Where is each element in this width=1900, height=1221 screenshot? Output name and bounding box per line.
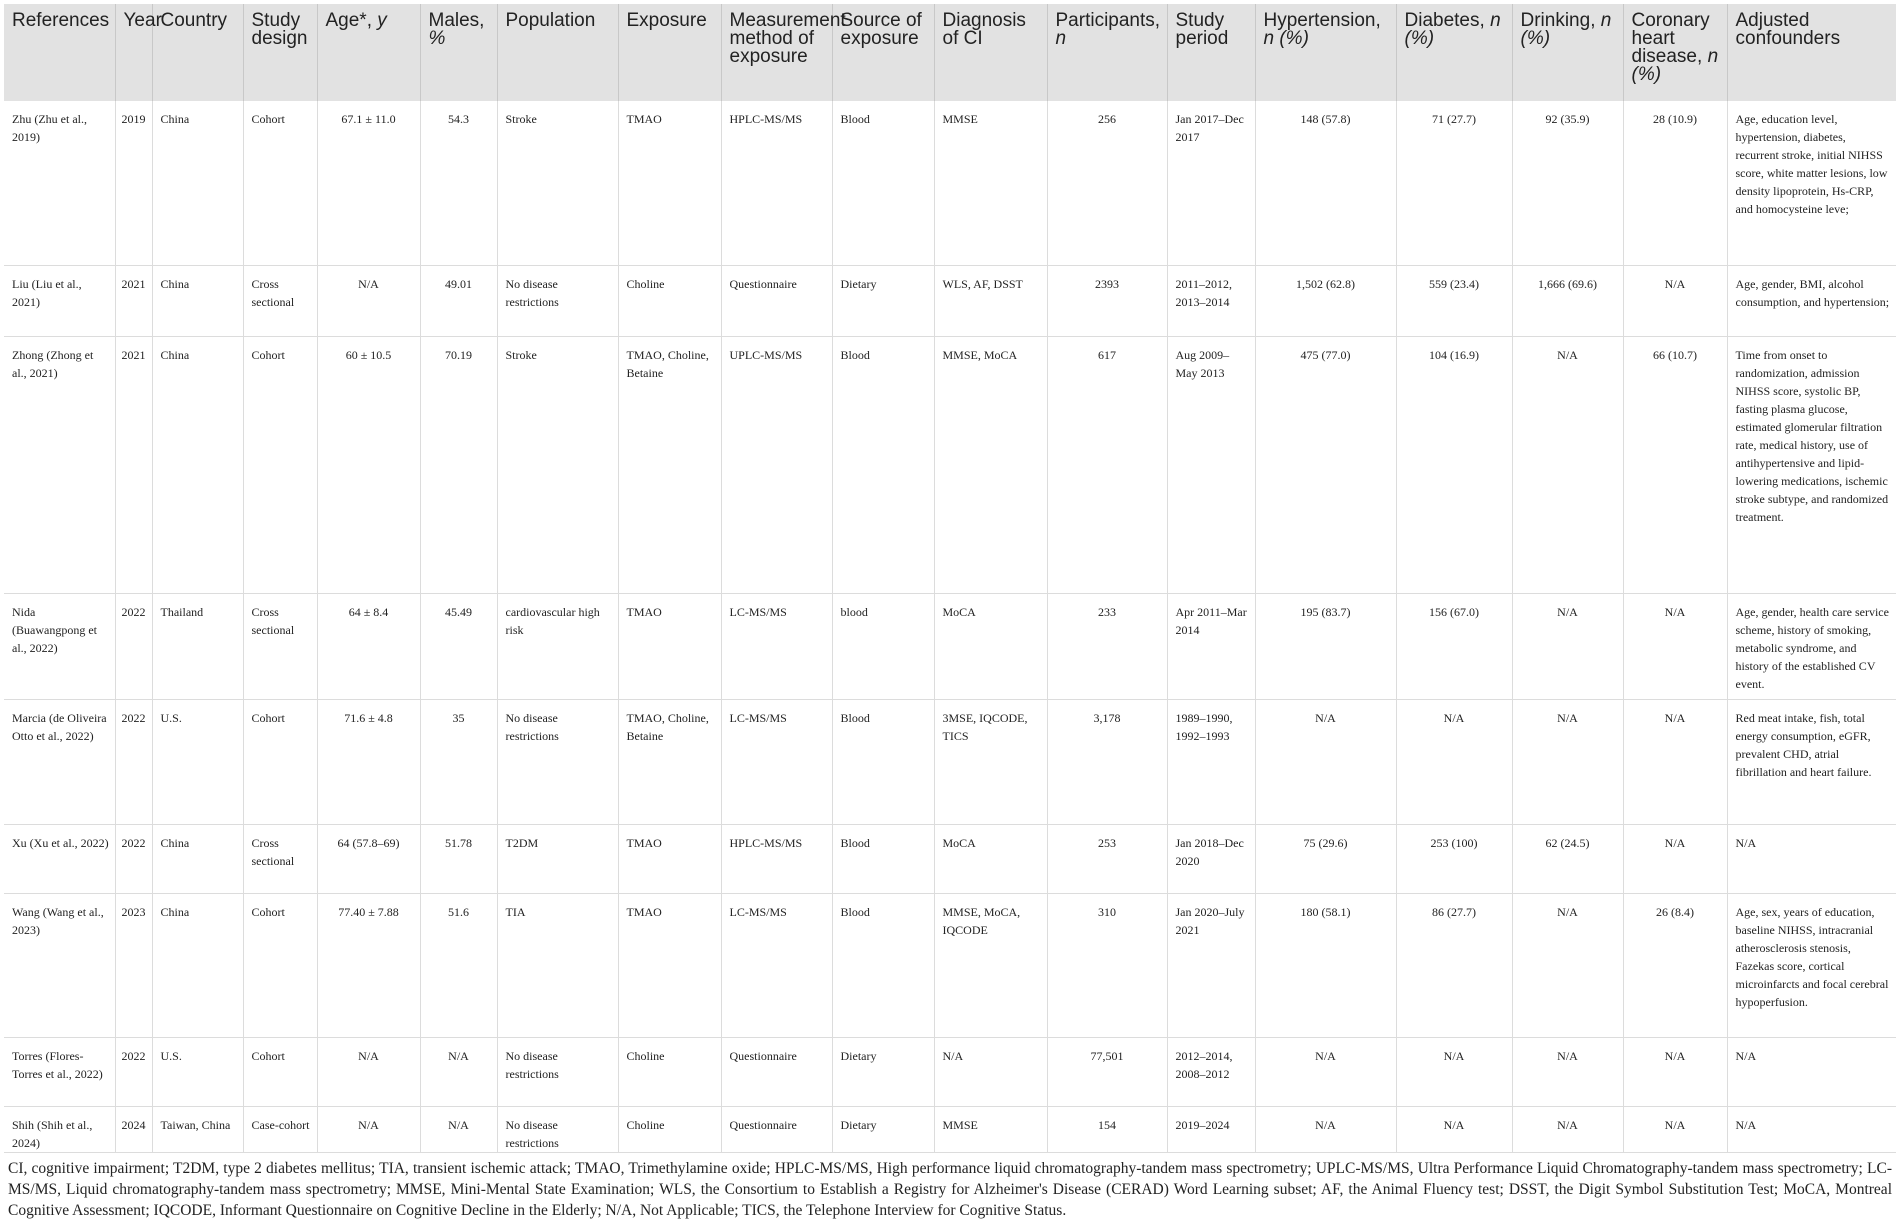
header-country: [152, 4, 243, 101]
cell-references: Zhu (Zhu et al., 2019): [4, 101, 115, 265]
header-label: Coronary heart disease,: [1631, 10, 1710, 67]
cell-references: Liu (Liu et al., 2021): [4, 265, 115, 336]
cell-references: Nida (Buawangpong et al., 2022): [4, 593, 115, 699]
cell-participants: 617: [1047, 336, 1167, 593]
studies-table: [4, 4, 1896, 1153]
cell-coronary-heart-disease: N/A: [1623, 593, 1727, 699]
cell-exposure: TMAO: [618, 893, 721, 1037]
table-row: [4, 336, 1896, 593]
header-hypertension: [1255, 4, 1396, 101]
cell-source-of-exposure: Blood: [832, 101, 934, 265]
cell-diagnosis-of-ci: N/A: [934, 1037, 1047, 1106]
cell-study-period: Aug 2009–May 2013: [1167, 336, 1255, 593]
cell-exposure: Choline: [618, 1106, 721, 1152]
cell-hypertension: 195 (83.7): [1255, 593, 1396, 699]
header-label: Hypertension,: [1263, 10, 1381, 31]
header-label: Drinking,: [1520, 10, 1596, 31]
cell-males: 35: [420, 699, 497, 824]
cell-measurement-method: HPLC-MS/MS: [721, 101, 832, 265]
cell-year: 2022: [115, 699, 152, 824]
cell-age: 77.40 ± 7.88: [317, 893, 420, 1037]
cell-males: N/A: [420, 1037, 497, 1106]
cell-diabetes: N/A: [1396, 1106, 1512, 1152]
cell-source-of-exposure: Dietary: [832, 1037, 934, 1106]
cell-adjusted-confounders: N/A: [1727, 1037, 1896, 1106]
cell-participants: 233: [1047, 593, 1167, 699]
cell-diagnosis-of-ci: MMSE, MoCA: [934, 336, 1047, 593]
cell-study-period: Jan 2018–Dec 2020: [1167, 824, 1255, 893]
header-unit: %: [428, 28, 446, 49]
cell-males: 70.19: [420, 336, 497, 593]
cell-males: 51.6: [420, 893, 497, 1037]
cell-diabetes: 104 (16.9): [1396, 336, 1512, 593]
cell-diabetes: 71 (27.7): [1396, 101, 1512, 265]
cell-population: T2DM: [497, 824, 618, 893]
cell-coronary-heart-disease: N/A: [1623, 699, 1727, 824]
cell-coronary-heart-disease: N/A: [1623, 1037, 1727, 1106]
cell-source-of-exposure: Blood: [832, 824, 934, 893]
cell-study-design: Case-cohort: [243, 1106, 317, 1152]
header-unit: n (%): [1263, 28, 1309, 49]
cell-hypertension: N/A: [1255, 699, 1396, 824]
table-row: [4, 699, 1896, 824]
cell-diabetes: 253 (100): [1396, 824, 1512, 893]
cell-diagnosis-of-ci: 3MSE, IQCODE, TICS: [934, 699, 1047, 824]
cell-measurement-method: HPLC-MS/MS: [721, 824, 832, 893]
header-source-of-exposure: [832, 4, 934, 101]
table-row: [4, 101, 1896, 265]
cell-population: No disease restrictions: [497, 265, 618, 336]
cell-references: Wang (Wang et al., 2023): [4, 893, 115, 1037]
cell-references: Zhong (Zhong et al., 2021): [4, 336, 115, 593]
cell-references: Xu (Xu et al., 2022): [4, 824, 115, 893]
header-label: Population: [505, 10, 596, 31]
cell-population: TIA: [497, 893, 618, 1037]
cell-measurement-method: LC-MS/MS: [721, 699, 832, 824]
cell-males: 49.01: [420, 265, 497, 336]
cell-drinking: N/A: [1512, 1106, 1623, 1152]
cell-exposure: TMAO, Choline, Betaine: [618, 699, 721, 824]
cell-source-of-exposure: Blood: [832, 699, 934, 824]
cell-drinking: 62 (24.5): [1512, 824, 1623, 893]
header-drinking: [1512, 4, 1623, 101]
header-population: [497, 4, 618, 101]
table-body: [4, 101, 1896, 1152]
cell-age: N/A: [317, 1106, 420, 1152]
cell-hypertension: N/A: [1255, 1037, 1396, 1106]
header-males: [420, 4, 497, 101]
cell-year: 2023: [115, 893, 152, 1037]
cell-males: 54.3: [420, 101, 497, 265]
table-row: [4, 893, 1896, 1037]
cell-year: 2022: [115, 593, 152, 699]
cell-references: Marcia (de Oliveira Otto et al., 2022): [4, 699, 115, 824]
header-exposure: [618, 4, 721, 101]
table-header-row: [4, 4, 1896, 101]
cell-drinking: 92 (35.9): [1512, 101, 1623, 265]
cell-participants: 3,178: [1047, 699, 1167, 824]
cell-references: Torres (Flores-Torres et al., 2022): [4, 1037, 115, 1106]
header-unit: n (%): [1404, 10, 1501, 49]
cell-coronary-heart-disease: N/A: [1623, 824, 1727, 893]
header-year: [115, 4, 162, 101]
header-label: Males,: [428, 10, 485, 31]
cell-adjusted-confounders: Red meat intake, fish, total energy consumption, eGFR, prevalent CHD, atrial fibrillation and heart failure.: [1727, 699, 1896, 824]
header-label: Source of exposure: [840, 10, 922, 49]
cell-adjusted-confounders: Age, education level, hypertension, diabetes, recurrent stroke, initial NIHSS score, white matter lesions, low density lipoprotein, Hs-CRP, and homocysteine leve;: [1727, 101, 1896, 265]
cell-study-period: Apr 2011–Mar 2014: [1167, 593, 1255, 699]
header-label: Exposure: [626, 10, 707, 31]
cell-drinking: N/A: [1512, 699, 1623, 824]
cell-country: China: [152, 893, 243, 1037]
cell-country: China: [152, 265, 243, 336]
cell-drinking: N/A: [1512, 593, 1623, 699]
cell-diagnosis-of-ci: MoCA: [934, 824, 1047, 893]
cell-diagnosis-of-ci: MoCA: [934, 593, 1047, 699]
cell-adjusted-confounders: N/A: [1727, 1106, 1896, 1152]
cell-drinking: N/A: [1512, 1037, 1623, 1106]
header-study-design: [243, 4, 317, 101]
cell-age: 64 (57.8–69): [317, 824, 420, 893]
cell-drinking: 1,666 (69.6): [1512, 265, 1623, 336]
cell-year: 2021: [115, 265, 152, 336]
cell-diabetes: N/A: [1396, 699, 1512, 824]
cell-year: 2019: [115, 101, 152, 265]
cell-hypertension: 75 (29.6): [1255, 824, 1396, 893]
cell-study-design: Cross sectional: [243, 265, 317, 336]
cell-age: N/A: [317, 265, 420, 336]
header-label: Measurement method of exposure: [729, 10, 846, 67]
cell-hypertension: 180 (58.1): [1255, 893, 1396, 1037]
cell-population: No disease restrictions: [497, 1037, 618, 1106]
cell-diabetes: 559 (23.4): [1396, 265, 1512, 336]
cell-study-period: 2012–2014, 2008–2012: [1167, 1037, 1255, 1106]
cell-hypertension: 475 (77.0): [1255, 336, 1396, 593]
cell-males: N/A: [420, 1106, 497, 1152]
cell-adjusted-confounders: Time from onset to randomization, admission NIHSS score, systolic BP, fasting plasma glucose, estimated glomerular filtration rate, medical history, use of antihypertensive and lipid-lowering medications, ischemic stroke subtype, and randomized treatment.: [1727, 336, 1896, 593]
cell-measurement-method: Questionnaire: [721, 1037, 832, 1106]
cell-hypertension: N/A: [1255, 1106, 1396, 1152]
header-unit: n: [1055, 28, 1067, 49]
document: [4, 4, 1896, 1221]
table-row: [4, 1037, 1896, 1106]
cell-study-design: Cohort: [243, 893, 317, 1037]
cell-population: Stroke: [497, 101, 618, 265]
cell-population: No disease restrictions: [497, 1106, 618, 1152]
cell-diagnosis-of-ci: MMSE: [934, 101, 1047, 265]
cell-study-period: Jan 2017–Dec 2017: [1167, 101, 1255, 265]
cell-study-design: Cohort: [243, 101, 317, 265]
header-coronary-heart-disease: [1623, 4, 1727, 101]
cell-participants: 253: [1047, 824, 1167, 893]
cell-measurement-method: Questionnaire: [721, 265, 832, 336]
table-row: [4, 1106, 1896, 1152]
cell-source-of-exposure: Blood: [832, 893, 934, 1037]
cell-drinking: N/A: [1512, 336, 1623, 593]
cell-study-period: Jan 2020–July 2021: [1167, 893, 1255, 1037]
header-measurement-method: [721, 4, 846, 101]
cell-participants: 2393: [1047, 265, 1167, 336]
cell-adjusted-confounders: Age, sex, years of education, baseline NIHSS, intracranial atherosclerosis stenosis, Fazekas score, cortical microinfarcts and focal cerebral hypoperfusion.: [1727, 893, 1896, 1037]
table-row: [4, 593, 1896, 699]
cell-adjusted-confounders: Age, gender, BMI, alcohol consumption, and hypertension;: [1727, 265, 1896, 336]
header-diabetes: [1396, 4, 1512, 101]
cell-participants: 256: [1047, 101, 1167, 265]
header-label: Diagnosis of CI: [942, 10, 1026, 49]
header-unit: n (%): [1631, 46, 1719, 85]
cell-country: U.S.: [152, 1037, 243, 1106]
cell-coronary-heart-disease: 66 (10.7): [1623, 336, 1727, 593]
cell-coronary-heart-disease: N/A: [1623, 1106, 1727, 1152]
cell-population: Stroke: [497, 336, 618, 593]
header-age: [317, 4, 420, 101]
cell-source-of-exposure: Blood: [832, 336, 934, 593]
cell-year: 2022: [115, 824, 152, 893]
header-study-period: [1167, 4, 1255, 101]
cell-hypertension: 148 (57.8): [1255, 101, 1396, 265]
cell-study-period: 2019–2024: [1167, 1106, 1255, 1152]
header-unit: n (%): [1520, 10, 1612, 49]
header-label: References: [12, 10, 110, 31]
header-label: Adjusted confounders: [1735, 10, 1841, 49]
cell-study-design: Cohort: [243, 1037, 317, 1106]
cell-study-design: Cross sectional: [243, 824, 317, 893]
header-label: Participants,: [1055, 10, 1161, 31]
header-label: Age*,: [325, 10, 372, 31]
header-label: Diabetes,: [1404, 10, 1485, 31]
cell-source-of-exposure: Dietary: [832, 265, 934, 336]
cell-population: cardiovascular high risk: [497, 593, 618, 699]
cell-coronary-heart-disease: 26 (8.4): [1623, 893, 1727, 1037]
cell-exposure: TMAO, Choline, Betaine: [618, 336, 721, 593]
cell-measurement-method: LC-MS/MS: [721, 893, 832, 1037]
cell-age: 67.1 ± 11.0: [317, 101, 420, 265]
cell-drinking: N/A: [1512, 893, 1623, 1037]
cell-measurement-method: LC-MS/MS: [721, 593, 832, 699]
cell-participants: 154: [1047, 1106, 1167, 1152]
cell-source-of-exposure: blood: [832, 593, 934, 699]
cell-participants: 77,501: [1047, 1037, 1167, 1106]
header-participants: [1047, 4, 1167, 101]
header-label: Country: [160, 10, 228, 31]
cell-country: Taiwan, China: [152, 1106, 243, 1152]
cell-diagnosis-of-ci: MMSE, MoCA, IQCODE: [934, 893, 1047, 1037]
cell-source-of-exposure: Dietary: [832, 1106, 934, 1152]
header-references: [4, 4, 115, 101]
header-diagnosis-of-ci: [934, 4, 1047, 101]
cell-population: No disease restrictions: [497, 699, 618, 824]
header-unit: y: [377, 10, 387, 31]
cell-coronary-heart-disease: 28 (10.9): [1623, 101, 1727, 265]
cell-study-period: 2011–2012, 2013–2014: [1167, 265, 1255, 336]
cell-country: Thailand: [152, 593, 243, 699]
cell-exposure: TMAO: [618, 101, 721, 265]
header-label: Year: [123, 10, 162, 31]
cell-males: 45.49: [420, 593, 497, 699]
cell-country: China: [152, 336, 243, 593]
cell-hypertension: 1,502 (62.8): [1255, 265, 1396, 336]
cell-country: U.S.: [152, 699, 243, 824]
cell-study-design: Cross sectional: [243, 593, 317, 699]
cell-adjusted-confounders: N/A: [1727, 824, 1896, 893]
cell-country: China: [152, 824, 243, 893]
cell-exposure: TMAO: [618, 824, 721, 893]
cell-males: 51.78: [420, 824, 497, 893]
cell-coronary-heart-disease: N/A: [1623, 265, 1727, 336]
cell-age: 71.6 ± 4.8: [317, 699, 420, 824]
cell-study-period: 1989–1990, 1992–1993: [1167, 699, 1255, 824]
header-label: Study design: [251, 10, 308, 49]
cell-year: 2024: [115, 1106, 152, 1152]
cell-exposure: Choline: [618, 1037, 721, 1106]
cell-study-design: Cohort: [243, 336, 317, 593]
cell-measurement-method: Questionnaire: [721, 1106, 832, 1152]
cell-exposure: Choline: [618, 265, 721, 336]
cell-diabetes: N/A: [1396, 1037, 1512, 1106]
cell-diagnosis-of-ci: WLS, AF, DSST: [934, 265, 1047, 336]
cell-diabetes: 156 (67.0): [1396, 593, 1512, 699]
cell-adjusted-confounders: Age, gender, health care service scheme, history of smoking, metabolic syndrome, and history of the established CV event.: [1727, 593, 1896, 699]
cell-measurement-method: UPLC-MS/MS: [721, 336, 832, 593]
header-adjusted-confounders: [1727, 4, 1896, 101]
cell-age: N/A: [317, 1037, 420, 1106]
cell-study-design: Cohort: [243, 699, 317, 824]
cell-age: 60 ± 10.5: [317, 336, 420, 593]
cell-year: 2022: [115, 1037, 152, 1106]
cell-exposure: TMAO: [618, 593, 721, 699]
table-footnote: CI, cognitive impairment; T2DM, type 2 diabetes mellitus; TIA, transient ischemic attack; TMAO, Trimethylamine oxide; HPLC-MS/MS, High performance liquid chromatography-tandem mass spectrometry; UPLC-MS/MS, Ultra Performance Liquid Chromatography-tandem mass spectrometry; LC-MS/MS, Liquid chromatography-tandem mass spectrometry; MMSE, Mini-Mental State Examination; WLS, the Consortium to Establish a Registry for Alzheimer's Disease (CERAD) Word Learning subset; AF, the Animal Fluency test; DSST, the Digit Symbol Substitution Test; MoCA, Montreal Cognitive Assessment; IQCODE, Informant Questionnaire on Cognitive Decline in the Elderly; N/A, Not Applicable; TICS, the Telephone Interview for Cognitive Status.: [8, 1159, 1892, 1219]
cell-year: 2021: [115, 336, 152, 593]
cell-country: China: [152, 101, 243, 265]
header-label: Study period: [1175, 10, 1229, 49]
table-row: [4, 824, 1896, 893]
cell-references: Shih (Shih et al., 2024): [4, 1106, 115, 1152]
cell-participants: 310: [1047, 893, 1167, 1037]
cell-diabetes: 86 (27.7): [1396, 893, 1512, 1037]
cell-age: 64 ± 8.4: [317, 593, 420, 699]
table-row: [4, 265, 1896, 336]
cell-diagnosis-of-ci: MMSE: [934, 1106, 1047, 1152]
